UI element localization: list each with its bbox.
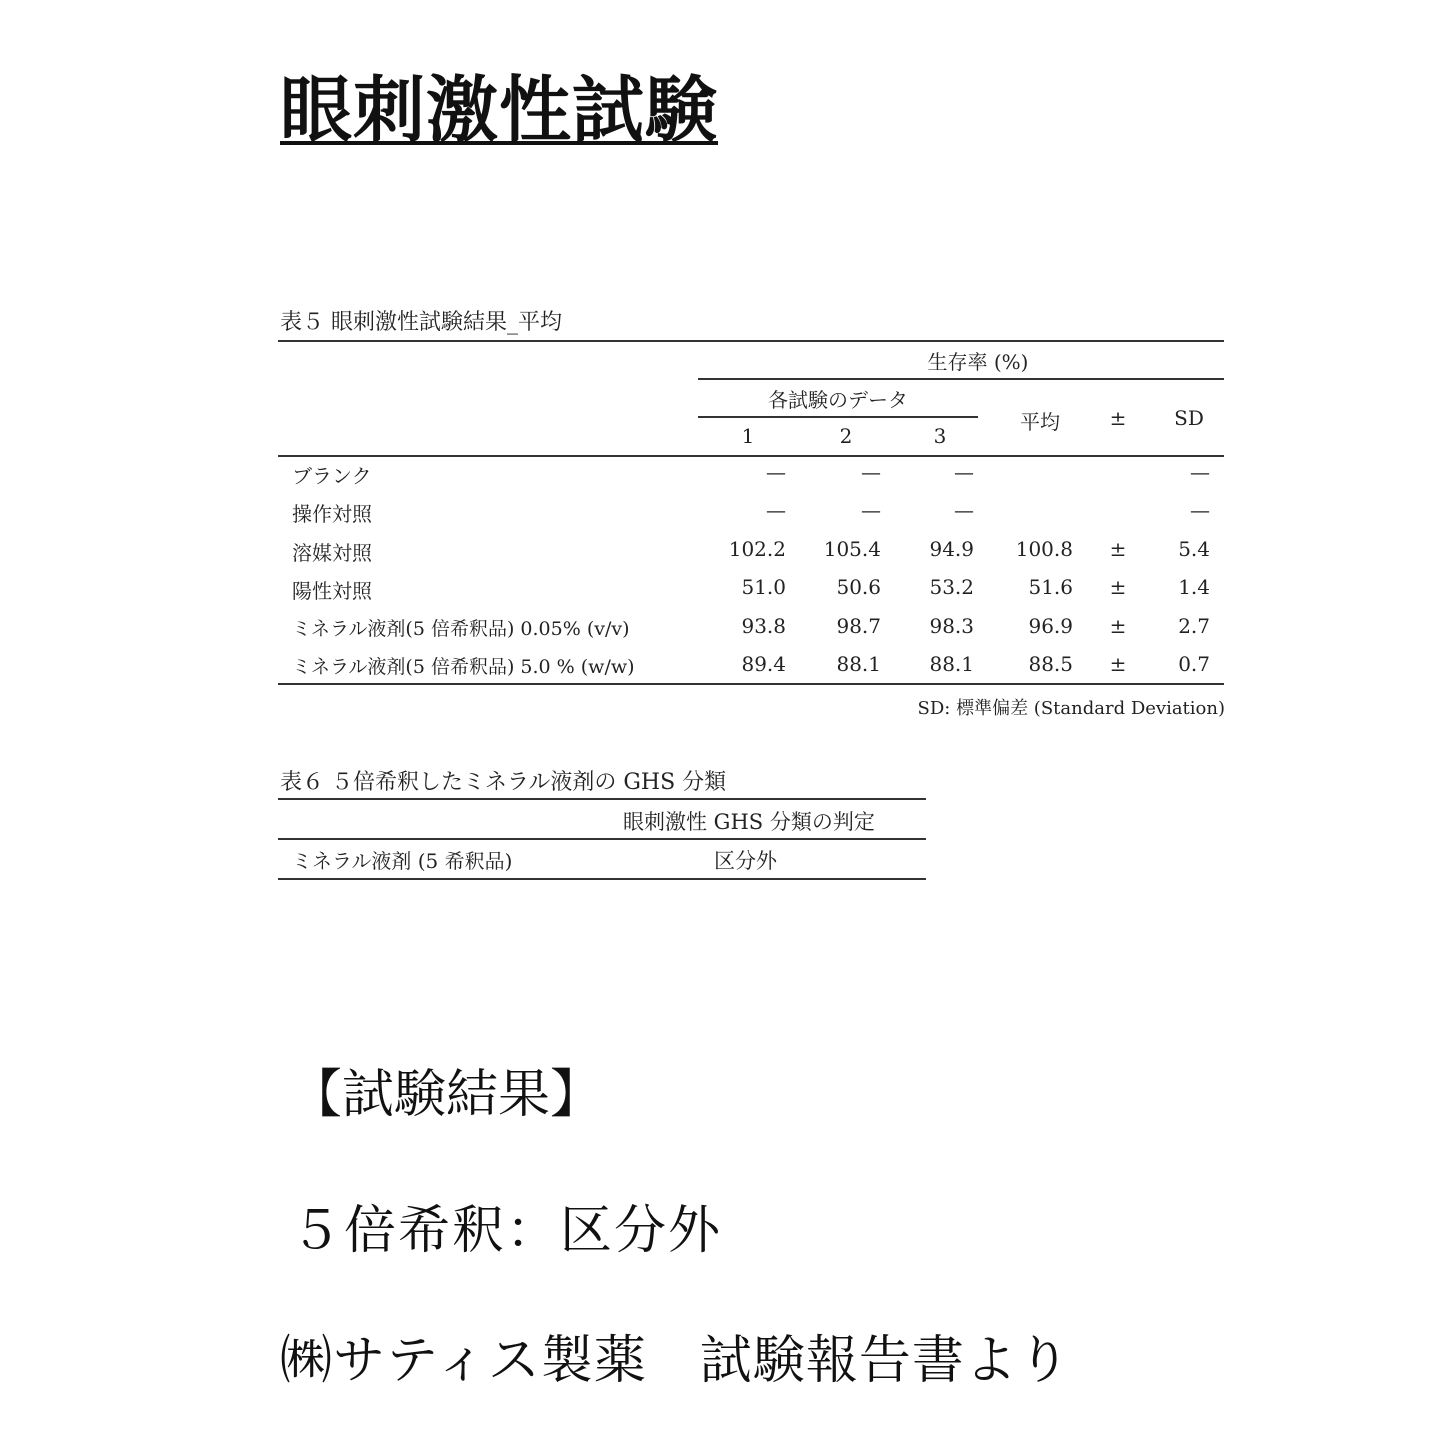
table5-cell-pm: ± (1109, 652, 1127, 676)
table5 (278, 340, 1224, 686)
table6-header-rule (278, 838, 926, 840)
table5-caption: 表５ 眼刺激性試験結果_平均 (280, 310, 562, 335)
table5-row-label: ミネラル液剤(5 倍希釈品) 0.05% (v/v) (292, 618, 630, 640)
table5-cell-mean: 96.9 (1028, 614, 1073, 638)
table5-cell-pm: ± (1109, 614, 1127, 638)
table5-cell-sd: 1.4 (1178, 575, 1210, 599)
table5-note: SD: 標準偏差 (Standard Deviation) (917, 698, 1225, 719)
table6 (278, 798, 926, 882)
table5-cell-v3: 53.2 (929, 575, 974, 599)
table5-cell-sd: — (1190, 460, 1210, 484)
table6-header: 眼刺激性 GHS 分類の判定 (623, 810, 875, 834)
table5-cell-v1: 51.0 (741, 575, 786, 599)
table5-cell-v3: — (954, 460, 974, 484)
table5-row-label: ブランク (292, 464, 372, 488)
table5-subgroup-rule (698, 416, 978, 418)
table5-row-label: ミネラル液剤(5 倍希釈品) 5.0 % (w/w) (292, 656, 635, 678)
table5-cell-v1: 89.4 (741, 652, 786, 676)
table5-cell-v1: 93.8 (741, 614, 786, 638)
table5-cell-v2: 50.6 (836, 575, 881, 599)
table5-header-sd: SD (1174, 406, 1204, 430)
table5-cell-sd: — (1190, 498, 1210, 522)
table5-header-pm: ± (1109, 406, 1127, 430)
table5-header-trial-1: 1 (741, 424, 755, 448)
table5-header-trial-2: 2 (839, 424, 853, 448)
table6-top-rule (278, 798, 926, 800)
table6-caption: 表６ ５倍希釈したミネラル液剤の GHS 分類 (280, 770, 727, 795)
table5-cell-v2: — (861, 498, 881, 522)
result-line: ５倍希釈：区分外 (290, 1201, 723, 1261)
table5-header-trial-3: 3 (933, 424, 947, 448)
table5-cell-v3: 94.9 (929, 537, 974, 561)
result-heading: 【試験結果】 (290, 1065, 603, 1125)
table5-cell-sd: 5.4 (1178, 537, 1210, 561)
table6-row-label: ミネラル液剤 (5 希釈品) (292, 849, 513, 873)
table5-cell-v3: 98.3 (929, 614, 974, 638)
table5-cell-v2: 105.4 (823, 537, 881, 561)
table5-cell-pm: ± (1109, 537, 1127, 561)
table5-cell-mean: 51.6 (1028, 575, 1073, 599)
table5-group-rule (698, 378, 1224, 380)
table5-cell-v1: — (766, 460, 786, 484)
table5-top-rule (278, 340, 1224, 342)
table5-row-label: 操作対照 (292, 502, 372, 526)
table5-cell-mean: 88.5 (1028, 652, 1073, 676)
table5-header-group: 生存率 (%) (927, 350, 1029, 374)
table5-cell-pm: ± (1109, 575, 1127, 599)
table5-row-label: 陽性対照 (292, 579, 372, 603)
table5-cell-v1: 102.2 (728, 537, 786, 561)
page-title: 眼刺激性試験 (280, 68, 719, 152)
table5-cell-v2: 88.1 (836, 652, 881, 676)
table6-row-value: 区分外 (714, 849, 777, 873)
table5-cell-v2: — (861, 460, 881, 484)
table5-cell-v1: — (766, 498, 786, 522)
table5-header-subgroup: 各試験のデータ (768, 388, 908, 412)
table5-cell-v2: 98.7 (836, 614, 881, 638)
table5-row-label: 溶媒対照 (292, 541, 372, 565)
table5-cell-v3: — (954, 498, 974, 522)
source-line: ㈱サティス製薬 試験報告書より (280, 1331, 1071, 1391)
table5-cell-mean: 100.8 (1015, 537, 1073, 561)
table5-bottom-rule (278, 683, 1224, 685)
table6-bottom-rule (278, 878, 926, 880)
table5-header-mean: 平均 (1020, 410, 1060, 434)
table5-cell-v3: 88.1 (929, 652, 974, 676)
table5-cell-sd: 0.7 (1178, 652, 1210, 676)
table5-cell-sd: 2.7 (1178, 614, 1210, 638)
table5-header-rule (278, 455, 1224, 457)
